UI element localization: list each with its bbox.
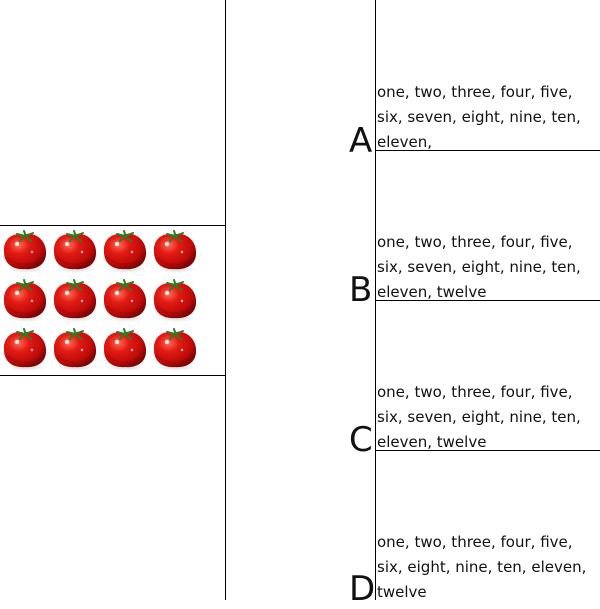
option-a-text[interactable] <box>377 80 587 155</box>
option-a-line-2: six, seven, eight, nine, ten, <box>377 108 581 126</box>
option-letter-d: D <box>349 569 376 609</box>
tomato-icon <box>154 329 196 371</box>
option-letter-c: C <box>349 420 373 460</box>
option-c-text[interactable] <box>377 380 587 455</box>
tomato-icon <box>4 280 46 322</box>
option-d-line-2: six, eight, nine, ten, eleven, <box>377 558 587 576</box>
option-d-line-3: twelve <box>377 583 427 601</box>
option-b-line-1: one, two, three, four, five, <box>377 233 573 251</box>
tomato-icon <box>54 280 96 322</box>
option-a-line-3: eleven, <box>377 133 433 151</box>
tomato-icon <box>104 231 146 273</box>
tomato-icon <box>104 280 146 322</box>
tomato-grid <box>0 226 225 375</box>
image-panel-bottom-border <box>0 375 226 376</box>
option-b-line-3: eleven, twelve <box>377 283 487 301</box>
left-vertical-divider <box>225 0 226 600</box>
option-c-line-2: six, seven, eight, nine, ten, <box>377 408 581 426</box>
option-d-line-1: one, two, three, four, five, <box>377 533 573 551</box>
tomato-icon <box>4 329 46 371</box>
option-d-text[interactable] <box>377 530 587 605</box>
counting-image-panel <box>0 226 225 375</box>
tomato-icon <box>4 231 46 273</box>
option-c-line-3: eleven, twelve <box>377 433 487 451</box>
tomato-icon <box>104 329 146 371</box>
option-letter-b: B <box>349 270 373 310</box>
option-b-text[interactable] <box>377 230 587 305</box>
option-c-line-1: one, two, three, four, five, <box>377 383 573 401</box>
tomato-icon <box>54 231 96 273</box>
tomato-icon <box>154 280 196 322</box>
option-a-line-1: one, two, three, four, five, <box>377 83 573 101</box>
tomato-icon <box>54 329 96 371</box>
option-b-line-2: six, seven, eight, nine, ten, <box>377 258 581 276</box>
option-letter-a: A <box>349 121 373 161</box>
tomato-icon <box>154 231 196 273</box>
